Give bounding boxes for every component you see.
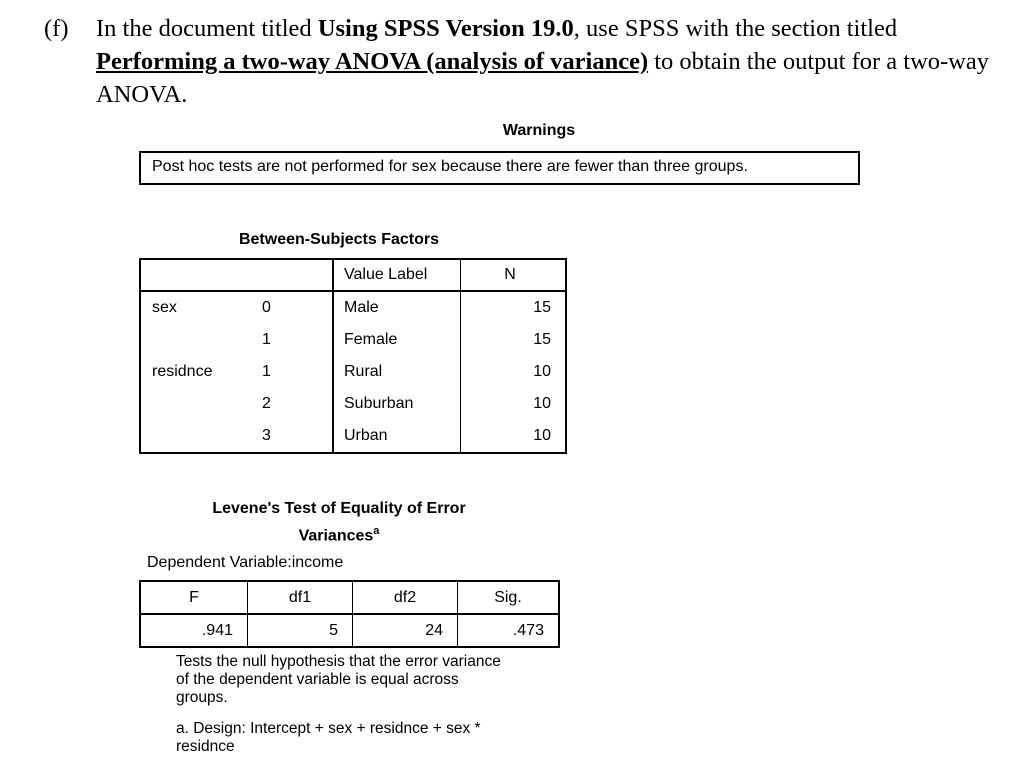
levene-title: [139, 498, 539, 547]
table-header-row: [140, 581, 559, 614]
document-title: Using SPSS Version 19.0: [317, 15, 574, 42]
levene-title-line1: Levene's Test of Equality of Error: [212, 500, 466, 517]
header-n: N: [461, 259, 567, 291]
value-label: Female: [333, 324, 461, 356]
value-df1: 5: [248, 614, 353, 647]
intro-text-2: , use SPSS with the section titled: [573, 15, 898, 42]
n-value: 10: [461, 356, 567, 388]
value-label: Rural: [333, 356, 461, 388]
header-sig: Sig.: [458, 581, 560, 614]
header-df2: df2: [353, 581, 458, 614]
warnings-box: [139, 151, 860, 185]
n-value: 15: [461, 324, 567, 356]
factor-name: residnce: [152, 363, 213, 380]
intro-paragraph: [44, 12, 994, 111]
header-df1: df1: [248, 581, 353, 614]
header-cell: [140, 259, 252, 291]
factor-level: 1: [262, 363, 271, 380]
value-df2: 24: [353, 614, 458, 647]
header-cell: [252, 259, 333, 291]
table-row: [140, 614, 559, 647]
table-header-row: [140, 259, 566, 291]
value-label: Suburban: [333, 388, 461, 420]
factor-level: 2: [262, 395, 271, 412]
between-subjects-title: Between-Subjects Factors: [238, 231, 440, 248]
n-value: 15: [461, 291, 567, 324]
dependent-variable-label: Dependent Variable:income: [147, 554, 344, 571]
value-f: .941: [201, 621, 233, 639]
header-f: F: [140, 581, 248, 614]
factor-level: 1: [262, 331, 271, 348]
value-label: Urban: [333, 420, 461, 453]
factor-name: [140, 420, 252, 453]
table-row: [140, 388, 566, 420]
levene-design-note: a. Design: Intercept + sex + residnce + sex * residnce: [176, 720, 481, 755]
n-value: 10: [461, 420, 567, 453]
value-sig: .473: [458, 614, 560, 647]
warnings-title: Warnings: [502, 122, 576, 139]
intro-text-3: to obtain the output for a two-way ANOVA.: [96, 48, 989, 108]
table-row: [140, 356, 566, 388]
factor-level: 3: [262, 427, 271, 444]
levene-note: Tests the null hypothesis that the error variance of the dependent variable is equal across groups.: [176, 653, 501, 706]
warnings-message: Post hoc tests are not performed for sex because there are fewer than three groups.: [152, 158, 748, 175]
footnote-marker: a: [373, 525, 380, 537]
item-marker: (f): [44, 15, 69, 42]
intro-text: [96, 12, 994, 111]
between-subjects-table: [139, 258, 567, 454]
n-value: 10: [461, 388, 567, 420]
levene-table: [139, 580, 560, 648]
factor-name: [140, 324, 252, 356]
table-row: [140, 324, 566, 356]
header-value-label: Value Label: [333, 259, 461, 291]
section-title: Performing a two-way ANOVA (analysis of variance): [96, 48, 649, 75]
table-row: [140, 291, 566, 324]
table-row: [140, 420, 566, 453]
factor-name: sex: [152, 299, 177, 316]
factor-level: 0: [262, 299, 271, 316]
intro-text-1: In the document titled: [96, 15, 318, 42]
factor-name: [140, 388, 252, 420]
levene-title-line2: Variances$^a$: [298, 525, 380, 545]
value-label: Male: [333, 291, 461, 324]
